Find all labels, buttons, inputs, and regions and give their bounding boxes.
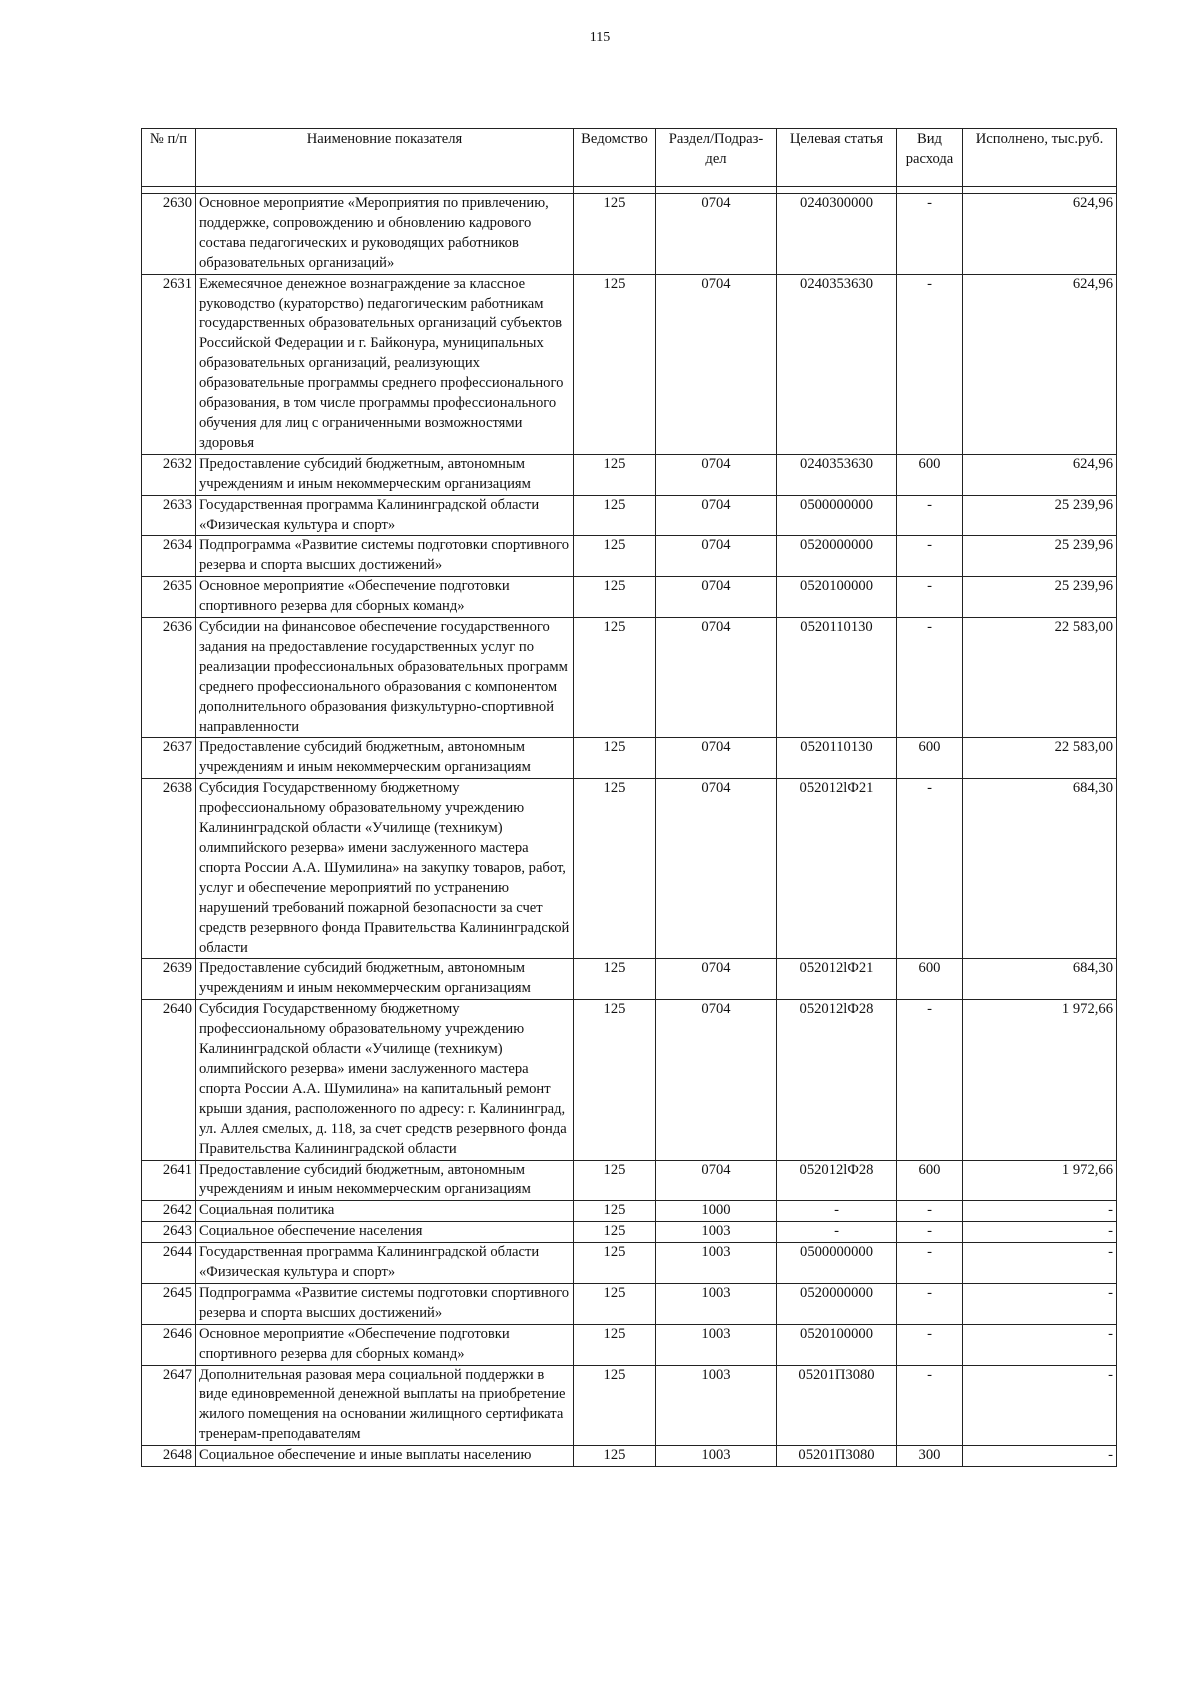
table-header-row xyxy=(142,129,1117,187)
row-vid-rashoda: - xyxy=(897,274,963,454)
row-name: Основное мероприятие «Обеспечение подготовки спортивного резерва для сборных команд» xyxy=(196,1324,574,1365)
row-razdel: 0704 xyxy=(656,1160,777,1201)
row-name: Основное мероприятие «Обеспечение подготовки спортивного резерва для сборных команд» xyxy=(196,577,574,618)
row-vid-rashoda: - xyxy=(897,779,963,959)
row-number: 2642 xyxy=(142,1201,196,1222)
row-celevaya-statya: 0520110130 xyxy=(777,738,897,779)
row-vid-rashoda: - xyxy=(897,536,963,577)
row-ispolneno: 22 583,00 xyxy=(963,618,1117,738)
row-vedomstvo: 125 xyxy=(574,1283,656,1324)
row-number: 2639 xyxy=(142,959,196,1000)
row-vid-rashoda: 600 xyxy=(897,959,963,1000)
row-vid-rashoda: - xyxy=(897,1365,963,1446)
row-razdel: 0704 xyxy=(656,194,777,275)
row-celevaya-statya: 0520000000 xyxy=(777,536,897,577)
row-number: 2643 xyxy=(142,1222,196,1243)
row-name: Субсидия Государственному бюджетному профессиональному образовательному учреждению Калининградской области «Училище (техникум) олимпийского резерва» имени заслуженного мастера спорта России А.А. Шумилина» на капитальный ремонт крыши здания, расположенного по адресу: г. Калининград, ул. Аллея смелых, д. 118, за счет средств резервного фонда Правительства Калининградской области xyxy=(196,1000,574,1160)
row-vedomstvo: 125 xyxy=(574,1365,656,1446)
row-ispolneno: 684,30 xyxy=(963,959,1117,1000)
table-row xyxy=(142,1365,1117,1446)
row-razdel: 0704 xyxy=(656,738,777,779)
header-name: Наименовние показателя xyxy=(196,129,574,187)
row-ispolneno: - xyxy=(963,1283,1117,1324)
table-row xyxy=(142,959,1117,1000)
row-celevaya-statya: - xyxy=(777,1222,897,1243)
row-ispolneno: 22 583,00 xyxy=(963,738,1117,779)
page-number: 115 xyxy=(589,30,611,45)
row-vedomstvo: 125 xyxy=(574,495,656,536)
row-razdel: 0704 xyxy=(656,454,777,495)
row-ispolneno: - xyxy=(963,1324,1117,1365)
row-vid-rashoda: - xyxy=(897,1000,963,1160)
row-celevaya-statya: - xyxy=(777,1201,897,1222)
row-vedomstvo: 125 xyxy=(574,194,656,275)
row-ispolneno: 25 239,96 xyxy=(963,577,1117,618)
row-name: Подпрограмма «Развитие системы подготовки спортивного резерва и спорта высших достижений» xyxy=(196,536,574,577)
row-celevaya-statya: 05201П3080 xyxy=(777,1446,897,1467)
row-number: 2646 xyxy=(142,1324,196,1365)
row-ispolneno: 25 239,96 xyxy=(963,536,1117,577)
row-vid-rashoda: 600 xyxy=(897,454,963,495)
row-celevaya-statya: 052012lФ28 xyxy=(777,1000,897,1160)
budget-table xyxy=(141,128,1117,1467)
row-vedomstvo: 125 xyxy=(574,577,656,618)
row-vedomstvo: 125 xyxy=(574,738,656,779)
header-vid-rashoda: Вид расхода xyxy=(897,129,963,187)
row-number: 2641 xyxy=(142,1160,196,1201)
row-razdel: 1003 xyxy=(656,1324,777,1365)
row-number: 2640 xyxy=(142,1000,196,1160)
row-vid-rashoda: 300 xyxy=(897,1446,963,1467)
row-ispolneno: - xyxy=(963,1446,1117,1467)
header-celevaya-statya: Целевая статья xyxy=(777,129,897,187)
row-celevaya-statya: 0500000000 xyxy=(777,1243,897,1284)
row-number: 2636 xyxy=(142,618,196,738)
row-vid-rashoda: - xyxy=(897,618,963,738)
row-number: 2645 xyxy=(142,1283,196,1324)
row-number: 2637 xyxy=(142,738,196,779)
row-vedomstvo: 125 xyxy=(574,1243,656,1284)
table-row xyxy=(142,536,1117,577)
row-ispolneno: - xyxy=(963,1201,1117,1222)
table-row xyxy=(142,274,1117,454)
row-razdel: 0704 xyxy=(656,618,777,738)
table-row xyxy=(142,779,1117,959)
row-celevaya-statya: 0240300000 xyxy=(777,194,897,275)
row-vid-rashoda: - xyxy=(897,1283,963,1324)
row-vid-rashoda: - xyxy=(897,1222,963,1243)
row-vid-rashoda: - xyxy=(897,1201,963,1222)
row-razdel: 0704 xyxy=(656,495,777,536)
header-num: № п/п xyxy=(142,129,196,187)
header-vedomstvo: Ведомство xyxy=(574,129,656,187)
row-celevaya-statya: 0520100000 xyxy=(777,577,897,618)
row-vedomstvo: 125 xyxy=(574,618,656,738)
table-row xyxy=(142,738,1117,779)
table-row xyxy=(142,1160,1117,1201)
row-celevaya-statya: 0520110130 xyxy=(777,618,897,738)
row-vid-rashoda: 600 xyxy=(897,738,963,779)
row-celevaya-statya: 0500000000 xyxy=(777,495,897,536)
row-razdel: 0704 xyxy=(656,274,777,454)
row-razdel: 1000 xyxy=(656,1201,777,1222)
row-vedomstvo: 125 xyxy=(574,274,656,454)
row-number: 2647 xyxy=(142,1365,196,1446)
row-vid-rashoda: - xyxy=(897,194,963,275)
row-ispolneno: 1 972,66 xyxy=(963,1000,1117,1160)
row-name: Субсидия Государственному бюджетному профессиональному образовательному учреждению Калининградской области «Училище (техникум) олимпийского резерва» имени заслуженного мастера спорта России А.А. Шумилина» на закупку товаров, работ, услуг и обеспечение мероприятий по устранению нарушений требований пожарной безопасности за счет средств резервного фонда Правительства Калининградской области xyxy=(196,779,574,959)
row-name: Предоставление субсидий бюджетным, автономным учреждениям и иным некоммерческим организациям xyxy=(196,1160,574,1201)
row-vid-rashoda: - xyxy=(897,1243,963,1284)
row-ispolneno: 624,96 xyxy=(963,454,1117,495)
row-name: Социальная политика xyxy=(196,1201,574,1222)
table-row xyxy=(142,1446,1117,1467)
row-razdel: 1003 xyxy=(656,1222,777,1243)
row-razdel: 1003 xyxy=(656,1365,777,1446)
row-vedomstvo: 125 xyxy=(574,1160,656,1201)
row-celevaya-statya: 0240353630 xyxy=(777,454,897,495)
table-row xyxy=(142,1243,1117,1284)
table-row xyxy=(142,1000,1117,1160)
table-row xyxy=(142,454,1117,495)
row-celevaya-statya: 052012lФ21 xyxy=(777,779,897,959)
row-celevaya-statya: 052012lФ28 xyxy=(777,1160,897,1201)
row-razdel: 1003 xyxy=(656,1446,777,1467)
row-vid-rashoda: - xyxy=(897,495,963,536)
row-ispolneno: 624,96 xyxy=(963,194,1117,275)
row-name: Дополнительная разовая мера социальной поддержки в виде единовременной денежной выплаты на приобретение жилого помещения на основании жилищного сертификата тренерам-преподавателям xyxy=(196,1365,574,1446)
row-vid-rashoda: 600 xyxy=(897,1160,963,1201)
row-number: 2630 xyxy=(142,194,196,275)
row-name: Основное мероприятие «Мероприятия по привлечению, поддержке, сопровождению и обновлению кадрового состава педагогических и руководящих работников образовательных организаций» xyxy=(196,194,574,275)
row-ispolneno: - xyxy=(963,1365,1117,1446)
row-ispolneno: 684,30 xyxy=(963,779,1117,959)
row-name: Субсидии на финансовое обеспечение государственного задания на предоставление государственных услуг по реализации профессиональных образовательных программ среднего профессионального образования с компонентом дополнительного образования физкультурно-спортивной направленности xyxy=(196,618,574,738)
row-vedomstvo: 125 xyxy=(574,1446,656,1467)
table-row xyxy=(142,1222,1117,1243)
table-row xyxy=(142,1324,1117,1365)
row-number: 2644 xyxy=(142,1243,196,1284)
row-ispolneno: 624,96 xyxy=(963,274,1117,454)
table-body xyxy=(142,194,1117,1467)
row-vedomstvo: 125 xyxy=(574,1324,656,1365)
row-number: 2634 xyxy=(142,536,196,577)
row-celevaya-statya: 052012lФ21 xyxy=(777,959,897,1000)
row-vedomstvo: 125 xyxy=(574,779,656,959)
row-name: Социальное обеспечение и иные выплаты населению xyxy=(196,1446,574,1467)
row-name: Предоставление субсидий бюджетным, автономным учреждениям и иным некоммерческим организациям xyxy=(196,738,574,779)
row-ispolneno: - xyxy=(963,1222,1117,1243)
row-number: 2633 xyxy=(142,495,196,536)
row-name: Предоставление субсидий бюджетным, автономным учреждениям и иным некоммерческим организациям xyxy=(196,959,574,1000)
row-celevaya-statya: 0520000000 xyxy=(777,1283,897,1324)
table-row xyxy=(142,577,1117,618)
row-number: 2632 xyxy=(142,454,196,495)
row-name: Государственная программа Калининградской области «Физическая культура и спорт» xyxy=(196,1243,574,1284)
row-number: 2635 xyxy=(142,577,196,618)
row-number: 2638 xyxy=(142,779,196,959)
row-razdel: 0704 xyxy=(656,779,777,959)
row-vedomstvo: 125 xyxy=(574,454,656,495)
row-vedomstvo: 125 xyxy=(574,1000,656,1160)
row-celevaya-statya: 0240353630 xyxy=(777,274,897,454)
row-vedomstvo: 125 xyxy=(574,1201,656,1222)
row-name: Предоставление субсидий бюджетным, автономным учреждениям и иным некоммерческим организациям xyxy=(196,454,574,495)
table-row xyxy=(142,618,1117,738)
row-vedomstvo: 125 xyxy=(574,536,656,577)
table-row xyxy=(142,495,1117,536)
table-row xyxy=(142,194,1117,275)
row-vedomstvo: 125 xyxy=(574,1222,656,1243)
row-name: Социальное обеспечение населения xyxy=(196,1222,574,1243)
row-number: 2648 xyxy=(142,1446,196,1467)
row-razdel: 0704 xyxy=(656,536,777,577)
row-vid-rashoda: - xyxy=(897,1324,963,1365)
row-razdel: 0704 xyxy=(656,959,777,1000)
row-ispolneno: 25 239,96 xyxy=(963,495,1117,536)
row-number: 2631 xyxy=(142,274,196,454)
row-razdel: 1003 xyxy=(656,1283,777,1324)
header-ispolneno: Исполнено, тыс.руб. xyxy=(963,129,1117,187)
row-razdel: 1003 xyxy=(656,1243,777,1284)
table-row xyxy=(142,1201,1117,1222)
table-row xyxy=(142,1283,1117,1324)
row-vid-rashoda: - xyxy=(897,577,963,618)
row-name: Подпрограмма «Развитие системы подготовки спортивного резерва и спорта высших достижений» xyxy=(196,1283,574,1324)
header-gap-row xyxy=(142,187,1117,194)
row-name: Государственная программа Калининградской области «Физическая культура и спорт» xyxy=(196,495,574,536)
row-ispolneno: - xyxy=(963,1243,1117,1284)
row-celevaya-statya: 05201П3080 xyxy=(777,1365,897,1446)
row-ispolneno: 1 972,66 xyxy=(963,1160,1117,1201)
row-name: Ежемесячное денежное вознаграждение за классное руководство (кураторство) педагогическим работникам государственных образовательных организаций субъектов Российской Федерации и г. Байконура, муниципальных образовательных организаций, реализующих образовательные программы среднего профессионального образования, в том числе программы профессионального обучения для лиц с ограниченными возможностями здоровья xyxy=(196,274,574,454)
row-vedomstvo: 125 xyxy=(574,959,656,1000)
row-razdel: 0704 xyxy=(656,1000,777,1160)
header-razdel: Раздел/Подраз-дел xyxy=(656,129,777,187)
row-celevaya-statya: 0520100000 xyxy=(777,1324,897,1365)
row-razdel: 0704 xyxy=(656,577,777,618)
